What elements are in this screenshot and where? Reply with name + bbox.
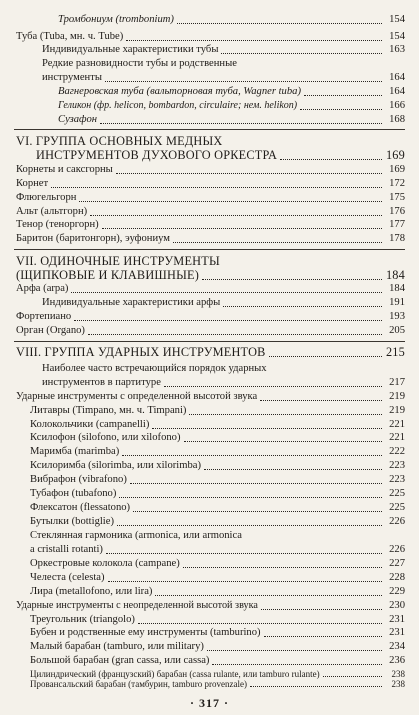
entry-title: Геликон (фр. helicon, bombardon, circulaire; нем. helikon) xyxy=(58,100,298,111)
toc-entry xyxy=(0,297,419,309)
page-number: · 317 · xyxy=(189,696,229,710)
toc-entry xyxy=(0,192,419,204)
entry-page: 219 xyxy=(389,405,405,416)
entry-title: Тенор (теноргорн) xyxy=(16,219,99,230)
toc-entry xyxy=(0,600,419,612)
entry-title: (cassa rulante, или tamburo rulante) xyxy=(189,669,320,679)
toc-entry xyxy=(0,233,419,245)
entry-page: 223 xyxy=(389,474,405,485)
section-page: 169 xyxy=(385,148,405,162)
entry-title: Колокольчики (campanelli) xyxy=(30,419,150,430)
entry-page: 217 xyxy=(389,377,405,388)
toc-entry xyxy=(0,488,419,500)
section-title: VIII. ГРУППА УДАРНЫХ ИНСТРУМЕНТОВ xyxy=(16,345,266,359)
entry-page: 191 xyxy=(389,297,405,308)
toc-entry xyxy=(0,572,419,584)
section-title: VI. ГРУППА ОСНОВНЫХ МЕДНЫХ xyxy=(16,134,223,148)
entry-page: 234 xyxy=(389,641,405,652)
entry-title: Ударные инструменты с неопределенной высотой звука xyxy=(16,600,258,611)
entry-page: 166 xyxy=(389,100,405,111)
toc-entry xyxy=(0,586,419,598)
entry-title: Индивидуальные характеристики тубы xyxy=(42,44,219,55)
toc-entry xyxy=(0,311,419,323)
entry-page: 154 xyxy=(389,14,405,25)
toc-entry xyxy=(0,627,419,639)
entry-page: 193 xyxy=(389,311,405,322)
entry-page: 176 xyxy=(389,206,405,217)
entry-page: 223 xyxy=(389,460,405,471)
entry-page: 219 xyxy=(389,391,405,402)
section-title: (ЩИПКОВЫЕ И КЛАВИШНЫЕ) xyxy=(16,268,200,282)
entry-page: 226 xyxy=(389,516,405,527)
entry-title: инструменты xyxy=(42,72,102,83)
toc-entry xyxy=(0,219,419,231)
entry-page: 169 xyxy=(389,164,405,175)
entry-title: Цилиндрический (французский) барабан xyxy=(30,669,188,679)
toc-entry xyxy=(0,516,419,528)
entry-page: 229 xyxy=(389,586,405,597)
entry-title: Бутылки (bottiglie) xyxy=(30,516,114,527)
entry-page: 238 xyxy=(391,669,405,679)
toc-entry xyxy=(0,58,419,70)
toc-entry xyxy=(0,363,419,375)
divider xyxy=(14,341,405,342)
toc-entry xyxy=(0,283,419,295)
toc-entry xyxy=(0,44,419,56)
entry-page: 228 xyxy=(389,572,405,583)
entry-title: Треугольник (triangolo) xyxy=(30,614,135,625)
toc-entry xyxy=(0,391,419,403)
toc-entry xyxy=(0,86,419,98)
entry-title: a cristalli rotanti) xyxy=(30,544,103,555)
section-title: ИНСТРУМЕНТОВ ДУХОВОГО ОРКЕСТРА xyxy=(36,148,278,162)
toc-entry xyxy=(0,432,419,444)
section-title: VII. ОДИНОЧНЫЕ ИНСТРУМЕНТЫ xyxy=(16,254,220,268)
toc-entry xyxy=(0,325,419,337)
entry-page: 164 xyxy=(389,72,405,83)
entry-title: Арфа (arpa) xyxy=(16,283,69,294)
entry-page: 163 xyxy=(389,44,405,55)
entry-page: 172 xyxy=(389,178,405,189)
entry-title: Наиболее часто встречающийся порядок ударных xyxy=(42,363,267,374)
entry-title: Флюгельгорн xyxy=(16,192,77,203)
entry-title: Тромбониум (trombonium) xyxy=(58,14,174,25)
toc-entry xyxy=(0,530,419,542)
section-heading xyxy=(0,345,419,359)
entry-title: Орган (Organo) xyxy=(16,325,85,336)
entry-title: Альт (альтгорн) xyxy=(16,206,88,217)
entry-page: 175 xyxy=(389,192,405,203)
entry-title: Челеста (celesta) xyxy=(30,572,105,583)
toc-entry xyxy=(0,178,419,190)
toc-entry xyxy=(0,679,419,689)
entry-page: 231 xyxy=(389,614,405,625)
entry-page: 226 xyxy=(389,544,405,555)
entry-title: Лира (metallofono, или lira) xyxy=(30,586,153,597)
entry-title: Большой барабан (gran cassa, или cassa) xyxy=(30,655,210,666)
toc-entry xyxy=(0,206,419,218)
entry-page: 225 xyxy=(389,502,405,513)
entry-title: Сузафон xyxy=(58,114,97,125)
toc-entry xyxy=(0,669,419,679)
entry-page: 225 xyxy=(389,488,405,499)
entry-page: 164 xyxy=(389,86,405,97)
entry-title: Тубафон (tubafono) xyxy=(30,488,117,499)
entry-page: 178 xyxy=(389,233,405,244)
entry-page: 221 xyxy=(389,432,405,443)
entry-title: Фортепиано xyxy=(16,311,72,322)
toc-entry xyxy=(0,14,419,26)
entry-title: Ксилоримба (silorimba, или xilorimba) xyxy=(30,460,201,471)
entry-page: 168 xyxy=(389,114,405,125)
entry-page: 221 xyxy=(389,419,405,430)
entry-title: Стеклянная гармоника (armonica, или armonica xyxy=(30,530,242,541)
entry-page: 230 xyxy=(389,600,405,611)
entry-title: Бубен и родственные ему инструменты (tamburino) xyxy=(30,627,261,638)
entry-page: 236 xyxy=(389,655,405,666)
entry-title: Малый барабан (tamburo, или military) xyxy=(30,641,204,652)
entry-title: Ксилофон (silofono, или xilofono) xyxy=(30,432,181,443)
entry-title: Баритон (баритонгорн), эуфониум xyxy=(16,233,171,244)
toc-entry xyxy=(0,405,419,417)
toc-entry xyxy=(0,419,419,431)
toc-entry xyxy=(0,446,419,458)
entry-page: 238 xyxy=(391,679,405,689)
toc-entry xyxy=(0,641,419,653)
entry-title: Туба (Tuba, мн. ч. Tube) xyxy=(16,31,124,42)
entry-title: Литавры (Timpano, мн. ч. Timpani) xyxy=(30,405,187,416)
divider xyxy=(14,129,405,130)
toc-entry xyxy=(0,544,419,556)
section-heading xyxy=(0,254,419,282)
entry-title: Провансальский барабан (тамбурин, tamburo xyxy=(30,679,203,689)
toc-entry xyxy=(0,460,419,472)
toc-entry xyxy=(0,100,419,112)
divider xyxy=(14,249,405,250)
entry-title: инструментов в партитуре xyxy=(42,377,161,388)
section-heading xyxy=(0,134,419,162)
entry-page: 154 xyxy=(389,31,405,42)
entry-title: Редкие разновидности тубы и родственные xyxy=(42,58,237,69)
entry-page: 227 xyxy=(389,558,405,569)
entry-title: Флексатон (flessatono) xyxy=(30,502,131,513)
toc-entry xyxy=(0,558,419,570)
section-page: 184 xyxy=(385,268,405,282)
toc-entry xyxy=(0,502,419,514)
entry-title: Корнет xyxy=(16,178,49,189)
entry-title: Маримба (marimba) xyxy=(30,446,120,457)
entry-page: 177 xyxy=(389,219,405,230)
toc-entry xyxy=(0,31,419,43)
entry-title: Вибрафон (vibrafono) xyxy=(30,474,127,485)
toc-entry xyxy=(0,614,419,626)
entry-title: provenzale) xyxy=(204,679,247,689)
entry-title: Индивидуальные характеристики арфы xyxy=(42,297,221,308)
section-page: 215 xyxy=(385,345,405,359)
toc-entry xyxy=(0,655,419,667)
entry-page: 231 xyxy=(389,627,405,638)
toc-entry xyxy=(0,164,419,176)
entry-title: Ударные инструменты с определенной высотой звука xyxy=(16,391,258,402)
toc-entry xyxy=(0,114,419,126)
toc-entry xyxy=(0,72,419,84)
entry-title: Корнеты и саксгорны xyxy=(16,164,113,175)
entry-page: 222 xyxy=(389,446,405,457)
entry-page: 205 xyxy=(389,325,405,336)
entry-page: 184 xyxy=(389,283,405,294)
entry-title: Вагнеровская туба (вальторновая туба, Wagner tuba) xyxy=(58,86,301,97)
entry-title: Оркестровые колокола (campane) xyxy=(30,558,180,569)
toc-entry xyxy=(0,474,419,486)
toc-entry xyxy=(0,377,419,389)
